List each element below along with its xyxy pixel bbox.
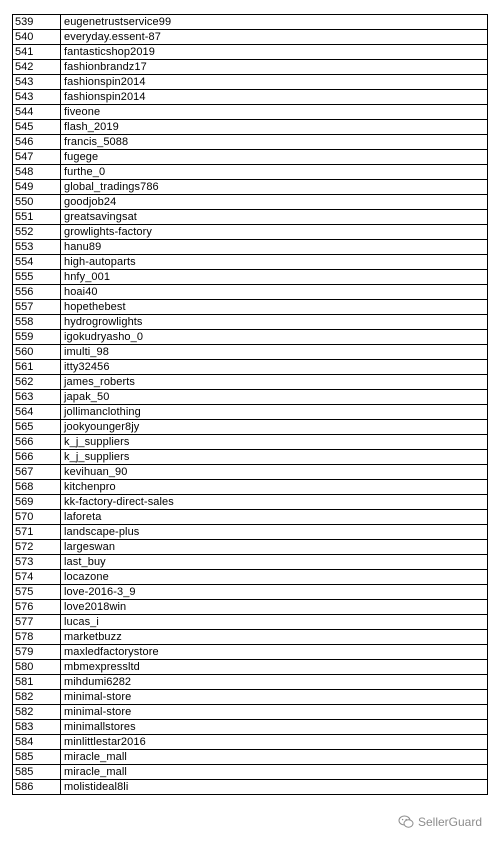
row-number: 539	[13, 15, 61, 30]
row-number: 560	[13, 345, 61, 360]
row-number: 548	[13, 165, 61, 180]
row-number: 586	[13, 780, 61, 795]
row-number: 554	[13, 255, 61, 270]
table-row	[13, 540, 488, 555]
table-row	[13, 90, 488, 105]
seller-name: minimal-store	[61, 705, 488, 720]
table-row	[13, 750, 488, 765]
seller-name: locazone	[61, 570, 488, 585]
table-row	[13, 30, 488, 45]
table-row	[13, 285, 488, 300]
watermark-text: SellerGuard	[417, 815, 482, 829]
table-row	[13, 360, 488, 375]
seller-name: marketbuzz	[61, 630, 488, 645]
seller-name: mbmexpressltd	[61, 660, 488, 675]
row-number: 570	[13, 510, 61, 525]
table-row	[13, 450, 488, 465]
row-number: 551	[13, 210, 61, 225]
table-row	[13, 570, 488, 585]
row-number: 567	[13, 465, 61, 480]
table-row	[13, 375, 488, 390]
seller-name: jookyounger8jy	[61, 420, 488, 435]
row-number: 558	[13, 315, 61, 330]
row-number: 582	[13, 690, 61, 705]
seller-name: high-autoparts	[61, 255, 488, 270]
row-number: 542	[13, 60, 61, 75]
seller-name: japak_50	[61, 390, 488, 405]
seller-name: k_j_suppliers	[61, 435, 488, 450]
table-row	[13, 585, 488, 600]
row-number: 556	[13, 285, 61, 300]
table-row	[13, 135, 488, 150]
seller-name: minimallstores	[61, 720, 488, 735]
row-number: 541	[13, 45, 61, 60]
table-body	[13, 15, 488, 795]
row-number: 566	[13, 435, 61, 450]
table-row	[13, 75, 488, 90]
table-row	[13, 495, 488, 510]
table-row	[13, 150, 488, 165]
seller-name: hoai40	[61, 285, 488, 300]
seller-name: goodjob24	[61, 195, 488, 210]
seller-name: hanu89	[61, 240, 488, 255]
watermark	[394, 812, 486, 832]
table-row	[13, 240, 488, 255]
table-row	[13, 600, 488, 615]
row-number: 544	[13, 105, 61, 120]
table-row	[13, 660, 488, 675]
seller-name: largeswan	[61, 540, 488, 555]
seller-name: minimal-store	[61, 690, 488, 705]
row-number: 553	[13, 240, 61, 255]
row-number: 584	[13, 735, 61, 750]
table-row	[13, 300, 488, 315]
row-number: 565	[13, 420, 61, 435]
seller-name: james_roberts	[61, 375, 488, 390]
table-row	[13, 630, 488, 645]
seller-name: fashionspin2014	[61, 75, 488, 90]
row-number: 569	[13, 495, 61, 510]
seller-name: fashionspin2014	[61, 90, 488, 105]
table-row	[13, 465, 488, 480]
row-number: 573	[13, 555, 61, 570]
table-row	[13, 195, 488, 210]
seller-name: landscape-plus	[61, 525, 488, 540]
table-row	[13, 330, 488, 345]
table-row	[13, 390, 488, 405]
row-number: 579	[13, 645, 61, 660]
row-number: 546	[13, 135, 61, 150]
row-number: 585	[13, 750, 61, 765]
seller-name: laforeta	[61, 510, 488, 525]
seller-name: miracle_mall	[61, 750, 488, 765]
table-row	[13, 780, 488, 795]
row-number: 582	[13, 705, 61, 720]
table-row	[13, 345, 488, 360]
table-row	[13, 705, 488, 720]
row-number: 562	[13, 375, 61, 390]
row-number: 543	[13, 90, 61, 105]
row-number: 583	[13, 720, 61, 735]
seller-name: last_buy	[61, 555, 488, 570]
table-row	[13, 525, 488, 540]
seller-name: global_tradings786	[61, 180, 488, 195]
seller-name: kitchenpro	[61, 480, 488, 495]
table-row	[13, 510, 488, 525]
table-row	[13, 225, 488, 240]
table-row	[13, 480, 488, 495]
table-row	[13, 690, 488, 705]
seller-name: fiveone	[61, 105, 488, 120]
row-number: 576	[13, 600, 61, 615]
row-number: 566	[13, 450, 61, 465]
row-number: 559	[13, 330, 61, 345]
row-number: 572	[13, 540, 61, 555]
seller-name: jollimanclothing	[61, 405, 488, 420]
table-row	[13, 15, 488, 30]
seller-name: molistideal8li	[61, 780, 488, 795]
seller-name: love-2016-3_9	[61, 585, 488, 600]
seller-name: everyday.essent-87	[61, 30, 488, 45]
seller-name: kevihuan_90	[61, 465, 488, 480]
row-number: 564	[13, 405, 61, 420]
seller-name: eugenetrustservice99	[61, 15, 488, 30]
table-row	[13, 555, 488, 570]
seller-name: igokudryasho_0	[61, 330, 488, 345]
seller-name: hopethebest	[61, 300, 488, 315]
row-number: 540	[13, 30, 61, 45]
table-row	[13, 210, 488, 225]
table-row	[13, 120, 488, 135]
seller-name: flash_2019	[61, 120, 488, 135]
row-number: 574	[13, 570, 61, 585]
table-row	[13, 45, 488, 60]
row-number: 547	[13, 150, 61, 165]
row-number: 543	[13, 75, 61, 90]
row-number: 575	[13, 585, 61, 600]
row-number: 571	[13, 525, 61, 540]
seller-name: hydrogrowlights	[61, 315, 488, 330]
seller-name: fantasticshop2019	[61, 45, 488, 60]
seller-name: hnfy_001	[61, 270, 488, 285]
table-row	[13, 420, 488, 435]
table-row	[13, 60, 488, 75]
table-row	[13, 435, 488, 450]
table-row	[13, 165, 488, 180]
seller-name: growlights-factory	[61, 225, 488, 240]
row-number: 581	[13, 675, 61, 690]
row-number: 549	[13, 180, 61, 195]
seller-name: lucas_i	[61, 615, 488, 630]
table-row	[13, 735, 488, 750]
table-row	[13, 675, 488, 690]
row-number: 552	[13, 225, 61, 240]
table-row	[13, 315, 488, 330]
seller-name: imulti_98	[61, 345, 488, 360]
row-number: 555	[13, 270, 61, 285]
row-number: 580	[13, 660, 61, 675]
row-number: 550	[13, 195, 61, 210]
seller-name: greatsavingsat	[61, 210, 488, 225]
row-number: 557	[13, 300, 61, 315]
row-number: 585	[13, 765, 61, 780]
seller-name: furthe_0	[61, 165, 488, 180]
table-row	[13, 720, 488, 735]
row-number: 545	[13, 120, 61, 135]
wechat-bubble-icon	[398, 814, 414, 830]
seller-name: francis_5088	[61, 135, 488, 150]
table-row	[13, 255, 488, 270]
seller-name: love2018win	[61, 600, 488, 615]
seller-name: minlittlestar2016	[61, 735, 488, 750]
seller-name: miracle_mall	[61, 765, 488, 780]
table-row	[13, 270, 488, 285]
table-row	[13, 615, 488, 630]
seller-name: k_j_suppliers	[61, 450, 488, 465]
seller-name: maxledfactorystore	[61, 645, 488, 660]
seller-name: fugege	[61, 150, 488, 165]
seller-name: fashionbrandz17	[61, 60, 488, 75]
row-number: 563	[13, 390, 61, 405]
seller-name: kk-factory-direct-sales	[61, 495, 488, 510]
table-row	[13, 105, 488, 120]
seller-name: itty32456	[61, 360, 488, 375]
table-row	[13, 180, 488, 195]
table-row	[13, 765, 488, 780]
seller-name: mihdumi6282	[61, 675, 488, 690]
row-number: 577	[13, 615, 61, 630]
seller-list-table	[12, 14, 488, 795]
row-number: 561	[13, 360, 61, 375]
row-number: 568	[13, 480, 61, 495]
table-row	[13, 405, 488, 420]
table-row	[13, 645, 488, 660]
row-number: 578	[13, 630, 61, 645]
